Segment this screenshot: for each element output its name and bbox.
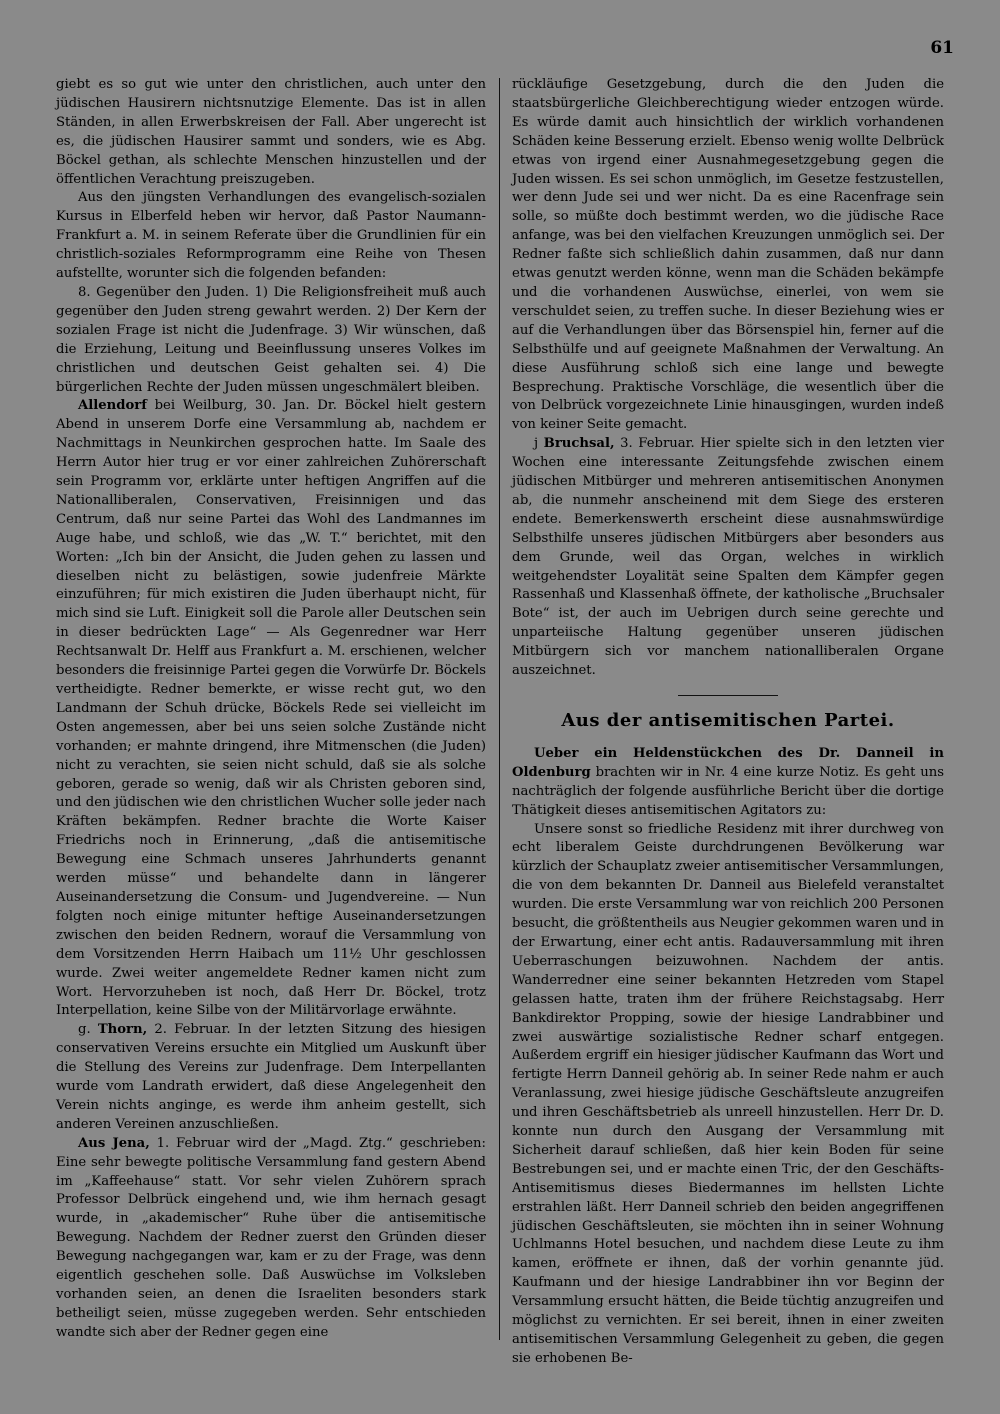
paragraph [56, 1135, 486, 1343]
paragraph: giebt es so gut wie unter den christlichen, auch unter den jüdischen Hausirern nichtsnutzige Elemente. Das ist in allen Ständen, in allen Erwerbskreisen der Fall. Aber ungerecht ist es, die jüdischen Hausirer sammt und sonders, wie es Abg. Böckel gethan, als schlechte Menschen hinzustellen und der öffentlichen Verachtung preiszugeben. [56, 77, 486, 187]
place-name: Thorn, [97, 1022, 148, 1038]
place-name: Aus Jena, [78, 1135, 150, 1151]
section-separator [678, 695, 778, 696]
paragraph [512, 745, 944, 821]
paragraph-text: brachten wir in Nr. 4 eine kurze Notiz. Es geht uns nachträglich der folgende ausführliche Bericht über die dortige Thätigkeit dieses antisemitischen Agitators zu: [512, 764, 944, 818]
paragraph: Aus den jüngsten Verhandlungen des evangelisch-sozialen Kursus in Elberfeld heben wir hervor, daß Pastor Naumann-Frankfurt a. M. in seinem Referate über die Grundlinien für ein christlich-soziales Reformprogramm eine Reihe von Thesen aufstellte, worunter sich die folgenden befanden: [56, 190, 486, 282]
paragraph: Unsere sonst so friedliche Residenz mit ihrer durchweg von echt liberalem Geiste durchdrungenen Bevölkerung war kürzlich der Schauplatz zweier antisemitischer Versammlungen, die von dem bekannten Dr. Danneil aus Bielefeld veranstaltet wurden. Die erste Versammlung war von reichlich 200 Personen besucht, die größtentheils aus Neugier gekommen waren und in der Erwartung, einer echt antis. Radauversammlung mit ihren Ueberraschungen beizuwohnen. Nachdem der antis. Wanderredner eine seiner bekannten Hetzreden vom Stapel gelassen hatte, traten ihm der frühere Reichstagsabg. Herr Bankdirektor Propping, sowie der hiesige Landrabbiner und zwei auswärtige sozialistische Redner scharf entgegen. Außerdem ergriff ein hiesiger jüdischer Kaufmann das Wort und fertigte Herrn Danneil gehörig ab. In seiner Rede nahm er auch Veranlassung, zwei hiesige jüdische Geschäftsleute anzugreifen und ihren Geschäftsbetrieb als unreell hinzustellen. Herr Dr. D. konnte nun durch den Ausgang der Versammlung mit Sicherheit darauf schließen, daß hier kein Boden für seine Bestrebungen sei, und er machte einen Tric, der den Geschäfts-Antisemitismus dieses Biedermannes im hellsten Lichte erstrahlen läßt. Herr Danneil schrieb den beiden angegriffenen jüdischen Geschäftsleuten, sie möchten ihn in seiner Wohnung Uchlmanns Hotel besuchen, und nachdem diese Leute zu ihm kamen, eröffnete er ihnen, daß der vorhin genannte jüd. Kaufmann und der hiesige Landrabbiner ihn vor Beginn der Versammlung ersucht hätten, die Beide tüchtig anzugreifen und möglichst zu vernichten. Er sei bereit, ihnen in einer zweiten antisemitischen Versammlung Gelegenheit zu geben, die gegen sie erhobenen Be- [512, 821, 944, 1366]
paragraph-text: 1. Februar wird der „Magd. Ztg.“ geschrieben: Eine sehr bewegte politische Versammlung fand gestern Abend im „Kaffeehause“ statt. Vor sehr vielen Zuhörern sprach Professor Delbrück eingehend und, wie ihm hernach gesagt wurde, in „akademischer“ Ruhe über die antisemitische Bewegung. Nachdem der Redner zuerst den Gründen dieser Bewegung nachgegangen war, kam er zu der Frage, was denn eigentlich geschehen solle. Daß Auswüchse im Volksleben vorhanden seien, an denen die Israeliten besonders stark betheiligt seien, müsse zugegeben werden. Sehr entschieden wandte sich aber der Redner gegen eine [56, 1135, 486, 1340]
paragraph-text: 2. Februar. In der letzten Sitzung des hiesigen conservativen Vereins ersuchte ein Mitglied um Auskunft über die Stellung des Vereins zur Judenfrage. Dem Interpellanten wurde vom Landrath erwidert, daß diese Angelegenheit den Verein nichts anginge, es werde ihm anheim gestellt, sich anderen Vereinen anzuschließen. [56, 1022, 486, 1132]
paragraph-text: 3. Februar. Hier spielte sich in den letzten vier Wochen eine interessante Zeitungsfehde zwischen einem jüdischen Mitbürger und mehreren antisemitischen Anonymen ab, die nunmehr anscheinend mit dem Siege des ersteren endete. Bemerkenswerth erscheint diese ausnahmswürdige Selbsthilfe unseres jüdischen Mitbürgers aber besonders aus dem Grunde, weil das Organ, welches in wirklich weitgehendster Loyalität seine Spalten dem Kämpfer gegen Rassenhaß und Klassenhaß öffnete, der katholische „Bruchsaler Bote“ ist, der auch im Uebrigen durch seine gerechte und unparteiische Haltung gegenüber unseren jüdischen Mitbürgern sich vor manchem nationalliberalen Organe auszeichnet. [512, 436, 944, 679]
place-name: Allendorf [78, 398, 147, 414]
correspondent-mark: g. [78, 1022, 91, 1038]
left-column [56, 76, 486, 1343]
paragraph [56, 1021, 486, 1134]
section-heading: Aus der antisemitischen Partei. [561, 710, 895, 731]
paragraph [512, 435, 944, 681]
paragraph-text: bei Weilburg, 30. Jan. Dr. Böckel hielt gestern Abend in unserem Dorfe eine Versammlung ab, nachdem er Nachmittags in Neunkirchen gesprochen hatte. Im Saale des Herrn Autor hier trug er vor einer zahlreichen Zuhörerschaft sein Programm vor, erklärte unter heftigen Angriffen auf die Nationalliberalen, Conservativen, Freisinnigen und das Centrum, daß nur seine Partei das Wohl des Landmannes im Auge habe, und schloß, wie das „W. T.“ berichtet, mit den Worten: „Ich bin der Ansicht, die Juden gehen zu lassen und dieselben nicht zu belästigen, sowie judenfreie Märkte einzuführen; für mich existiren die Juden überhaupt nicht, für mich sind sie Luft. Einigkeit soll die Parole aller Deutschen sein in dieser bedrückten Lage“ — Als Gegenredner war Herr Rechtsanwalt Dr. Helff aus Frankfurt a. M. erschienen, welcher besonders die freisinnige Partei gegen die Vorwürfe Dr. Böckels vertheidigte. Redner bemerkte, er wisse recht gut, wo den Landmann der Schuh drücke, Böckels Rede sei vielleicht im Osten angemessen, aber bei uns seien solche Zustände nicht vorhanden; er mahnte dringend, ihre Mitmenschen (die Juden) nicht zu verachten, sie seien nicht schuld, daß sie als solche geboren, gerade so wenig, daß wir als Christen geboren sind, und den jüdischen wie den christlichen Wucher solle jeder nach Kräften bekämpfen. Redner brachte die Worte Kaiser Friedrichs noch in Erinnerung, „daß die antisemitische Bewegung eine Schmach unseres Jahrhunderts genannt werden müsse“ und behandelte dann in längerer Auseinandersetzung die Consum- und Jugendvereine. — Nun folgten noch einige mitunter heftige Auseinandersetzungen zwischen den beiden Rednern, worauf die Versammlung von dem Vorsitzenden Herrn Haibach um 11½ Uhr geschlossen wurde. Zwei weiter angemeldete Redner kamen nicht zum Wort. Hervorzuheben ist noch, daß Herr Dr. Böckel, trotz Interpellation, keine Silbe von der Militärvorlage erwähnte. [56, 398, 486, 1019]
article-lead: Ueber ein Heldenstückchen des Dr. Danneil in Oldenburg [512, 745, 944, 780]
right-column [512, 76, 944, 1369]
page-number: 61 [930, 38, 954, 58]
paragraph: 8. Gegenüber den Juden. 1) Die Religionsfreiheit muß auch gegenüber den Juden streng gewahrt werden. 2) Der Kern der sozialen Frage ist nicht die Judenfrage. 3) Wir wünschen, daß die Erziehung, Leitung und Beeinflussung unseres Volkes im christlichen und deutschen Geist gehalten sei. 4) Die bürgerlichen Rechte der Juden müssen ungeschmälert bleiben. [56, 284, 486, 395]
correspondent-mark: j [534, 436, 539, 452]
paragraph: rückläufige Gesetzgebung, durch die den Juden die staatsbürgerliche Gleichberechtigung wieder entzogen würde. Es würde damit auch hinsichtlich der wirklich vorhandenen Schäden keine Besserung erzielt. Ebenso wenig wollte Delbrück etwas von irgend einer Ausnahmegesetzgebung gegen die Juden wissen. Es sei schon unmöglich, im Gesetze festzustellen, wer denn Jude sei und wer nicht. Da es eine Racenfrage sein solle, so müßte doch bestimmt werden, wo die jüdische Race anfange, was bei den vielfachen Kreuzungen unmöglich sei. Der Redner faßte sich schließlich dahin zusammen, daß nur dann etwas genutzt werden könne, wenn man die Schäden bekämpfe und die vorhandenen Auswüchse, einerlei, von wem sie verschuldet seien, zu treffen suche. In dieser Beziehung wies er auf die Verhandlungen über das Börsenspiel hin, ferner auf die Selbsthülfe und auf geeignete Maßnahmen der Verwaltung. An diese Ausführung schloß sich eine lange und bewegte Besprechung. Praktische Vorschläge, die wesentlich über die von Delbrück vorgezeichnete Linie hinausgingen, wurden indeß von keiner Seite gemacht. [512, 77, 944, 433]
paragraph [56, 397, 486, 1021]
place-name: Bruchsal, [543, 436, 615, 452]
column-divider [499, 78, 500, 1340]
